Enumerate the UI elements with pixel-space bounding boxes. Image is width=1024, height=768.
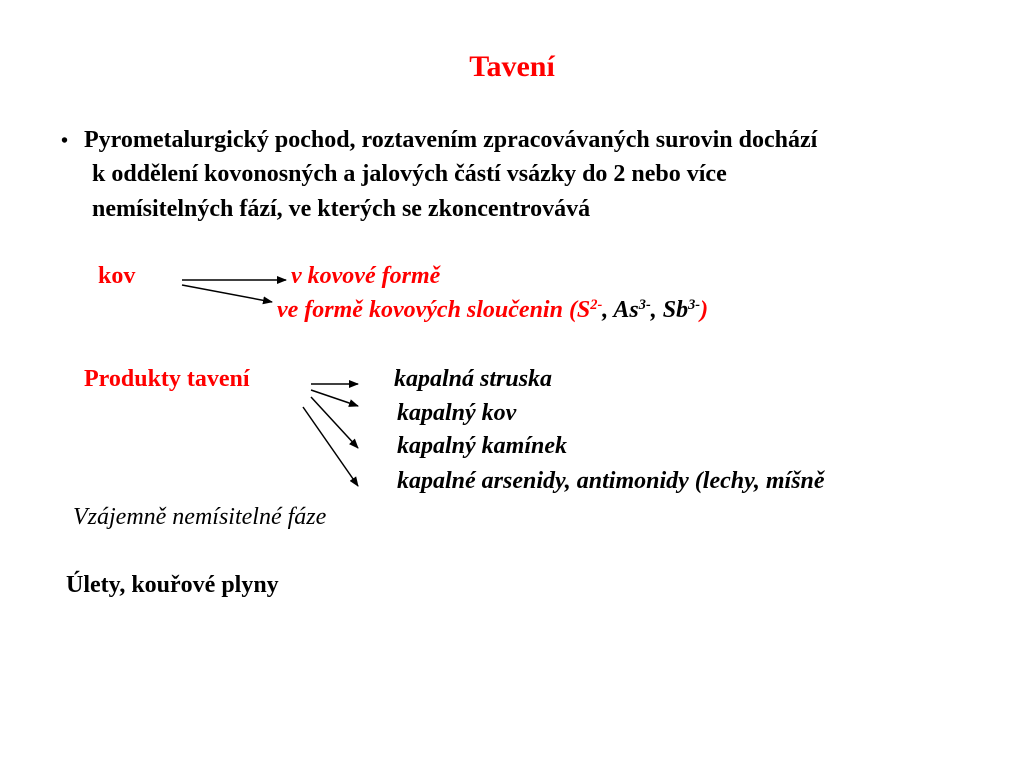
- arsenide-charge: 3-: [638, 297, 651, 314]
- immiscible-phases-note: Vzájemně nemísitelné fáze: [73, 504, 327, 530]
- product-matte: kapalný kamínek: [397, 433, 568, 459]
- intro-line-1: Pyrometalurgický pochod, roztavením zpracovávaných surovin dochází: [84, 127, 818, 153]
- emissions-line: Úlety, kouřové plyny: [66, 572, 279, 598]
- compounds-as: , As: [602, 297, 639, 323]
- arrow-metal-to-compounds: [182, 285, 272, 302]
- slide-title: Tavení: [469, 50, 555, 83]
- metal-label: kov: [98, 263, 136, 289]
- metal-target-compounds: [277, 298, 708, 322]
- arrow-products-to-matte: [311, 397, 358, 448]
- compounds-sb: , Sb: [650, 297, 689, 323]
- products-label: Produkty tavení: [84, 366, 250, 392]
- product-slag: kapalná struska: [394, 366, 553, 392]
- arrow-products-to-speiss: [303, 407, 358, 486]
- antimonide-charge: 3-: [688, 297, 701, 314]
- compounds-suffix: ): [700, 297, 709, 323]
- arrow-products-to-metal: [311, 390, 358, 406]
- compounds-prefix: ve formě kovových sloučenin (S: [277, 297, 591, 323]
- product-speiss: kapalné arsenidy, antimonidy (lechy, míšně: [397, 468, 825, 494]
- intro-line-2: k oddělení kovonosných a jalových částí vsázky do 2 nebo více: [92, 161, 727, 187]
- sulfide-charge: 2-: [590, 297, 603, 314]
- product-metal: kapalný kov: [397, 400, 517, 426]
- bullet-dot: •: [61, 130, 69, 152]
- intro-line-3: nemísitelných fází, ve kterých se zkoncentrovává: [92, 196, 591, 222]
- metal-target-metallic-form: v kovové formě: [291, 263, 441, 289]
